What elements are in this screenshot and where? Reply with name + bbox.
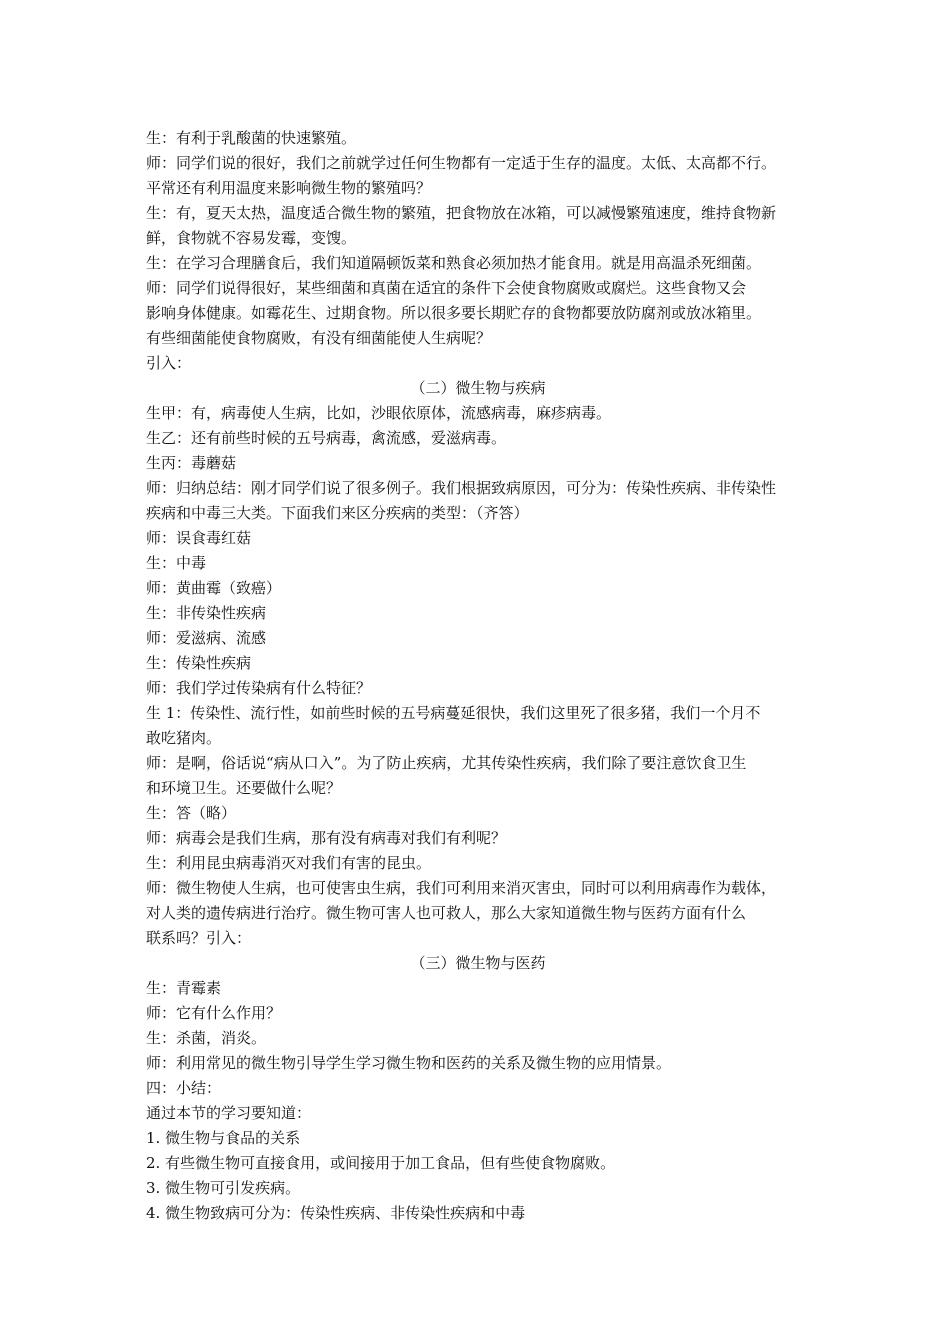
text-line: 生：有，夏天太热，温度适合微生物的繁殖，把食物放在冰箱，可以减慢繁殖速度，维持食物新 <box>146 204 777 222</box>
text-line: 联系吗？引入： <box>146 929 252 947</box>
text-line: 师：微生物使人生病，也可使害虫生病，我们可利用来消灭害虫，同时可以利用病毒作为载体， <box>146 879 777 897</box>
text-line: 疾病和中毒三大类。下面我们来区分疾病的类型：（齐答） <box>146 504 529 522</box>
text-line: 师：同学们说的很好，我们之前就学过任何生物都有一定适于生存的温度。太低、太高都不行。 <box>146 154 777 172</box>
text-line: 和环境卫生。还要做什么呢？ <box>146 779 342 797</box>
text-line: 生：青霉素 <box>146 979 222 997</box>
section-heading: （三）微生物与医药 <box>410 954 546 972</box>
text-line: 四：小结： <box>146 1079 222 1097</box>
text-line: 生乙：还有前些时候的五号病毒，禽流感，爱滋病毒。 <box>146 429 507 447</box>
text-line: 平常还有利用温度来影响微生物的繁殖吗？ <box>146 179 432 197</box>
text-line: 师：爱滋病、流感 <box>146 629 267 647</box>
text-line: 生：在学习合理膳食后，我们知道隔顿饭菜和熟食必须加热才能食用。就是用高温杀死细菌。 <box>146 254 762 272</box>
text-line: 影响身体健康。如霉花生、过期食物。所以很多要长期贮存的食物都要放防腐剂或放冰箱里。 <box>146 304 762 322</box>
text-line: 2. 有些微生物可直接食用，或间接用于加工食品，但有些使食物腐败。 <box>146 1154 616 1172</box>
text-line: 敢吃猪肉。 <box>146 729 222 747</box>
text-line: 通过本节的学习要知道： <box>146 1104 312 1122</box>
text-line: 生：杀菌，消炎。 <box>146 1029 267 1047</box>
text-line: 师：病毒会是我们生病，那有没有病毒对我们有利呢？ <box>146 829 507 847</box>
section-heading: （二）微生物与疾病 <box>410 379 546 397</box>
text-line: 生：答（略） <box>146 804 237 822</box>
text-line: 师：归纳总结：刚才同学们说了很多例子。我们根据致病原因，可分为：传染性疾病、非传染性 <box>146 479 777 497</box>
text-line: 生：中毒 <box>146 554 207 572</box>
text-line: 生：有利于乳酸菌的快速繁殖。 <box>146 129 357 147</box>
text-line: 4. 微生物致病可分为：传染性疾病、非传染性疾病和中毒 <box>146 1204 526 1222</box>
text-line: 生 1：传染性、流行性，如前些时候的五号病蔓延很快，我们这里死了很多猪，我们一个月不 <box>146 704 761 722</box>
text-line: 师：是啊，俗话说“病从口入”。为了防止疾病，尤其传染性疾病，我们除了要注意饮食卫生 <box>146 754 747 772</box>
text-line: 有些细菌能使食物腐败，有没有细菌能使人生病呢？ <box>146 329 492 347</box>
text-line: 生：传染性疾病 <box>146 654 252 672</box>
text-line: 1. 微生物与食品的关系 <box>146 1129 301 1147</box>
text-line: 生：非传染性疾病 <box>146 604 267 622</box>
text-line: 对人类的遗传病进行治疗。微生物可害人也可救人，那么大家知道微生物与医药方面有什么 <box>146 904 747 922</box>
text-line: 生：利用昆虫病毒消灭对我们有害的昆虫。 <box>146 854 432 872</box>
text-line: 引入： <box>146 354 192 372</box>
text-line: 师：我们学过传染病有什么特征？ <box>146 679 372 697</box>
text-line: 鲜，食物就不容易发霉，变馊。 <box>146 229 357 247</box>
text-line: 师：利用常见的微生物引导学生学习微生物和医药的关系及微生物的应用情景。 <box>146 1054 672 1072</box>
text-line: 3. 微生物可引发疾病。 <box>146 1179 301 1197</box>
text-line: 生甲：有，病毒使人生病，比如，沙眼依原体，流感病毒，麻疹病毒。 <box>146 404 612 422</box>
text-line: 师：同学们说得很好，某些细菌和真菌在适宜的条件下会使食物腐败或腐烂。这些食物又会 <box>146 279 747 297</box>
text-line: 师：误食毒红菇 <box>146 529 252 547</box>
text-line: 师：它有什么作用？ <box>146 1004 282 1022</box>
document-body <box>146 126 810 1226</box>
text-line: 生丙：毒蘑菇 <box>146 454 237 472</box>
text-line: 师：黄曲霉（致癌） <box>146 579 282 597</box>
